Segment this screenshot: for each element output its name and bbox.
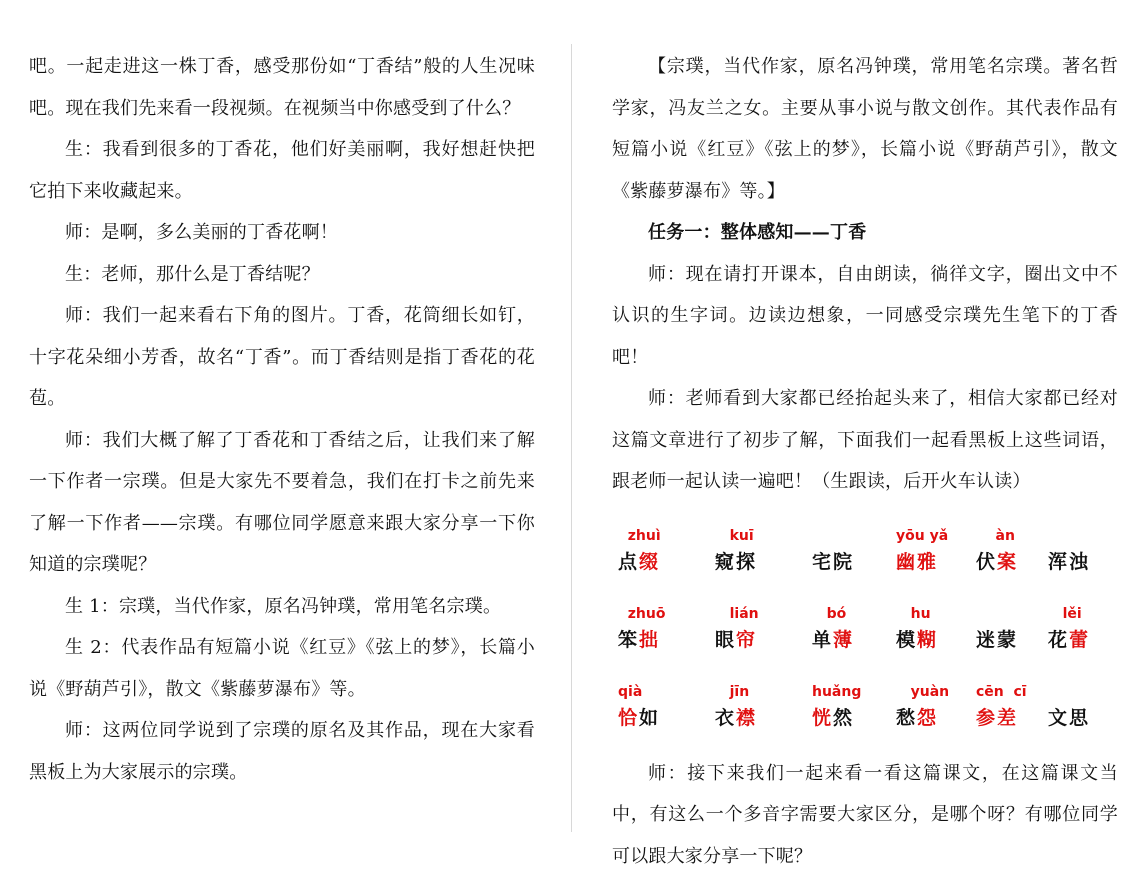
vocab-word — [618, 681, 715, 741]
vocab-pinyin: huǎng — [812, 683, 862, 700]
vocab-word — [618, 525, 715, 585]
vocab-char: 愁 — [896, 706, 918, 729]
vocab-char: 院 — [833, 550, 855, 573]
left-paragraph-2: 师：是啊，多么美丽的丁香花啊！ — [65, 222, 338, 243]
vocab-word — [896, 525, 976, 585]
vocab-char-highlighted: 薄 — [833, 628, 855, 651]
vocab-pinyin: kuī — [715, 527, 754, 544]
vocab-char-highlighted: 案 — [997, 550, 1019, 573]
vocab-word — [715, 681, 812, 741]
vocab-characters — [976, 547, 1018, 577]
vocab-char-highlighted: 雅 — [917, 550, 939, 573]
vocab-characters — [812, 625, 854, 655]
vocab-char-highlighted: 幽 — [896, 550, 918, 573]
vocab-characters — [715, 625, 757, 655]
vocab-characters — [1048, 625, 1090, 655]
vocab-char: 模 — [896, 628, 918, 651]
vocab-word — [896, 681, 976, 741]
vocab-char: 花 — [1048, 628, 1070, 651]
vocab-characters — [618, 703, 660, 733]
vocab-pinyin: hu — [896, 605, 931, 622]
vocab-char: 蒙 — [997, 628, 1019, 651]
left-paragraph-6: 生 1：宗璞，当代作家，原名冯钟璞，常用笔名宗璞。 — [65, 595, 502, 617]
left-paragraph-4: 师：我们一起来看右下角的图片。丁香，花筒细长如钉，十字花朵细小芳香，故名“丁香”。而丁香结则是指丁香花的花苞。 — [29, 305, 535, 409]
vocab-pinyin: cēn cī — [976, 683, 1027, 700]
vocab-word — [976, 525, 1048, 585]
left-paragraph-1: 生：我看到很多的丁香花，他们好美丽啊，我好想赶快把它拍下来收藏起来。 — [29, 139, 535, 202]
vocab-char: 思 — [1069, 706, 1091, 729]
left-paragraph-7: 生 2：代表作品有短篇小说《红豆》《弦上的梦》，长篇小说《野葫芦引》，散文《紫藤萝瀑布》等。 — [29, 637, 535, 700]
vocab-word — [1048, 525, 1108, 585]
vocab-word — [1048, 681, 1108, 741]
vocab-char: 伏 — [976, 550, 998, 573]
vocab-pinyin: àn — [976, 527, 1015, 544]
vocab-pinyin: bó — [812, 605, 847, 622]
vocab-word — [812, 525, 896, 585]
right-paragraph-after-words: 师：接下来我们一起来看一看这篇课文，在这篇课文当中，有这么一个多音字需要大家区分，是哪个呀？有哪位同学可以跟大家分享一下呢？ — [612, 762, 1118, 867]
vocab-char: 浑 — [1048, 550, 1070, 573]
left-column — [29, 46, 535, 793]
vocab-char: 单 — [812, 628, 834, 651]
vocab-word — [812, 681, 896, 741]
vocab-characters — [976, 625, 1018, 655]
vocab-char-highlighted: 怨 — [917, 706, 939, 729]
task-heading: 任务一：整体感知——丁香 — [648, 222, 867, 243]
vocab-char-highlighted: 糊 — [917, 628, 939, 651]
left-paragraph-0: 吧。一起走进这一株丁香，感受那份如“丁香结”般的人生况味吧。现在我们先来看一段视频。在视频当中你感受到了什么？ — [29, 56, 535, 119]
vocab-characters — [896, 703, 938, 733]
vocab-char-highlighted: 帘 — [736, 628, 758, 651]
vocab-characters — [812, 547, 854, 577]
vocab-pinyin: qià — [618, 683, 643, 700]
vocab-char: 眼 — [715, 628, 737, 651]
vocab-char-highlighted: 恍 — [812, 706, 834, 729]
vocab-char-highlighted: 差 — [997, 706, 1019, 729]
vocab-characters — [618, 625, 660, 655]
vocab-characters — [812, 703, 854, 733]
vocab-characters — [976, 703, 1018, 733]
vocab-word — [896, 603, 976, 663]
vocab-pinyin: lián — [715, 605, 759, 622]
right-paragraph-1: 师：老师看到大家都已经抬起头来了，相信大家都已经对这篇文章进行了初步了解，下面我们一起看黑板上这些词语，跟老师一起认读一遍吧！（生跟读，后开火车认读） — [612, 388, 1118, 492]
vocab-word — [715, 603, 812, 663]
vocab-word — [976, 603, 1048, 663]
vocab-char: 宅 — [812, 550, 834, 573]
right-paragraph-0: 师：现在请打开课本，自由朗读，徜徉文字，圈出文中不认识的生字词。边读边想象，一同感受宗璞先生笔下的丁香吧！ — [612, 263, 1118, 368]
left-paragraph-5: 师：我们大概了解了丁香花和丁香结之后，让我们来了解一下作者一宗璞。但是大家先不要着急，我们在打卡之前先来了解一下作者——宗璞。有哪位同学愿意来跟大家分享一下你知道的宗璞呢？ — [29, 429, 535, 575]
vocab-char-highlighted: 恰 — [618, 706, 640, 729]
vocab-characters — [715, 703, 757, 733]
vocab-char: 点 — [618, 550, 640, 573]
vocab-char: 衣 — [715, 706, 737, 729]
vocab-char: 窥 — [715, 550, 737, 573]
vocab-word — [812, 603, 896, 663]
vocab-char: 笨 — [618, 628, 640, 651]
vocab-characters — [618, 547, 660, 577]
vocab-word — [976, 681, 1048, 741]
vocab-characters — [1048, 703, 1090, 733]
vocab-char: 然 — [833, 706, 855, 729]
vocab-pinyin: zhuì — [618, 527, 661, 544]
vocab-word — [618, 603, 715, 663]
left-paragraph-8: 师：这两位同学说到了宗璞的原名及其作品，现在大家看黑板上为大家展示的宗璞。 — [29, 720, 535, 783]
vocab-char-highlighted: 缀 — [639, 550, 661, 573]
vocab-pinyin: yōu yǎ — [896, 527, 949, 544]
vocab-char: 浊 — [1069, 550, 1091, 573]
column-divider — [571, 44, 572, 832]
vocab-char-highlighted: 拙 — [639, 628, 661, 651]
vocab-characters — [896, 547, 938, 577]
vocab-word — [715, 525, 812, 585]
vocab-pinyin: jīn — [715, 683, 750, 700]
vocab-char-highlighted: 襟 — [736, 706, 758, 729]
vocab-char: 探 — [736, 550, 758, 573]
vocab-word — [1048, 603, 1108, 663]
vocab-char-highlighted: 参 — [976, 706, 998, 729]
vocab-characters — [1048, 547, 1090, 577]
vocab-char: 如 — [639, 706, 661, 729]
vocab-char: 迷 — [976, 628, 998, 651]
right-column — [612, 46, 1118, 877]
vocab-pinyin: yuàn — [896, 683, 950, 700]
vocab-char: 文 — [1048, 706, 1070, 729]
vocab-characters — [715, 547, 757, 577]
vocab-pinyin: zhuō — [618, 605, 666, 622]
vocab-pinyin: lěi — [1048, 605, 1082, 622]
author-intro: 【宗璞，当代作家，原名冯钟璞，常用笔名宗璞。著名哲学家，冯友兰之女。主要从事小说与散文创作。其代表作品有短篇小说《红豆》《弦上的梦》，长篇小说《野葫芦引》，散文《紫藤萝瀑布》等。】 — [612, 56, 1118, 202]
vocab-char-highlighted: 蕾 — [1069, 628, 1091, 651]
vocab-characters — [896, 625, 938, 655]
vocabulary-grid — [612, 525, 1118, 741]
left-paragraph-3: 生：老师，那什么是丁香结呢？ — [65, 263, 320, 285]
